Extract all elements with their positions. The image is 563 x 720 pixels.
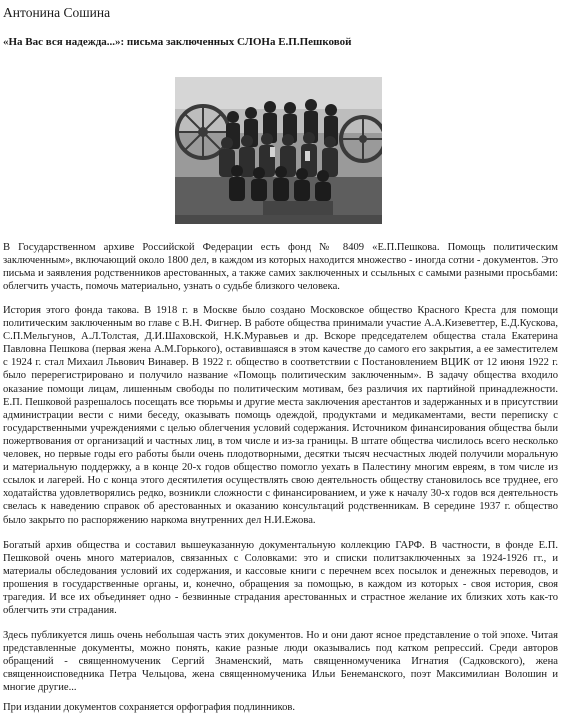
article-paragraph: В Государственном архиве Российской Федерации есть фонд № 8409 «Е.П.Пешкова. Помощь политическим заключенным», включающий около 1800 дел, в каждом из которых находится множество - иногда сотни - документов. Это письма и заявления родственников арестованных, а также самих заключенных и ссыльных с самыми разными просьбами: облегчить участь, помочь материально, узнать о судьбе близкого человека.	[3, 242, 558, 293]
article-title: «На Вас вся надежда...»: письма заключенных СЛОНа Е.П.Пешковой	[3, 36, 352, 48]
archival-group-photo	[175, 77, 382, 224]
article-paragraph: История этого фонда такова. В 1918 г. в Москве было создано Московское общество Красного Креста для помощи политическим заключенным во главе с В.Н. Фигнер. В работе общества принимали участие А.А.Кизеветтер, Е.Д.Кускова, С.П.Мельгунов, А.Л.Толстая, Д.И.Шаховской, Н.К.Муравьев и др. Вскоре председателем общества стала Екатерина Павловна Пешкова (первая жена А.М.Горького), оставившаяся в этом качестве до самого его закрытия, а ее заместителем с 1924 г. стал Михаил Львович Винавер. В 1922 г. общество в соответствии с Постановлением ВЦИК от 12 июня 1922 г. было перерегистрировано и получило название «Помощь политическим заключенным». В задачу общества входило оказание помощи лицам, лишенным свободы по политическим мотивам, без различия их партийной принадлежности. Е.П. Пешковой разрешалось посещать все тюрьмы и другие места заключения арестантов и задержанных и в присутствии администрации вести с ними беседу, оказывать помощь одеждой, продуктами и медикаментами, вести переписку с государственными учреждениями с целью облегчения условий содержания. Источником финансирования общества были пожертвования от организаций и частных лиц, в том числе и из-за границы. В штате общества числилось всего несколько человек, но первые годы его работы были очень плодотворными, десятки тысяч несчастных людей получили моральную и материальную поддержку, а в конце 20-х годов общество помогло уехать в Палестину многим евреям, в том числе из ссылок и лагерей. Но с конца этого десятилетия осуществлять свою деятельность обществу становилось все труднее, его ходатайства удовлетворялись редко, возникли сложности с финансированием, и уже к началу 30-х годов вся деятельность свелась к наведению справок об арестованных и оказанию консультаций родственникам. В середине 1937 г. общество было закрыто по распоряжению наркома внутренних дел Н.И.Ежова.	[3, 305, 558, 526]
author-name: Антонина Сошина	[3, 5, 111, 20]
article-paragraph: При издании документов сохраняется орфография подлинников.	[3, 702, 296, 713]
article-paragraph: Богатый архив общества и составил вышеуказанную документальную коллекцию ГАРФ. В частности, в фонде Е.П. Пешковой очень много материалов, связанных с Соловками: это и списки политзаключенных за 1924-1926 гг., и материалы обследования условий их содержания, и кассовые книги с перечнем всех посылок и денежных переводов, и прошения в государственные органы, и, конечно, обращения за помощью, в каждом из которых - своя история, своя трагедия. И все их объединяет одно - безвинные страдания арестованных и страстное желание их близких хоть как-то облегчить эти страдания.	[3, 540, 558, 617]
article-paragraph: Здесь публикуется лишь очень небольшая часть этих документов. Но и они дают ясное представление о той эпохе. Читая представленные документы, можно понять, какие разные люди оказывались под катком репрессий. Среди авторов обращений - священномученик Сергий Знаменский, мать священномученика Игнатия (Садковского), жена священноисповедника Петра Чельцова, жена священномученика Ильи Бенеманского, поэт Максимилиан Волошин и многие другие...	[3, 630, 558, 694]
